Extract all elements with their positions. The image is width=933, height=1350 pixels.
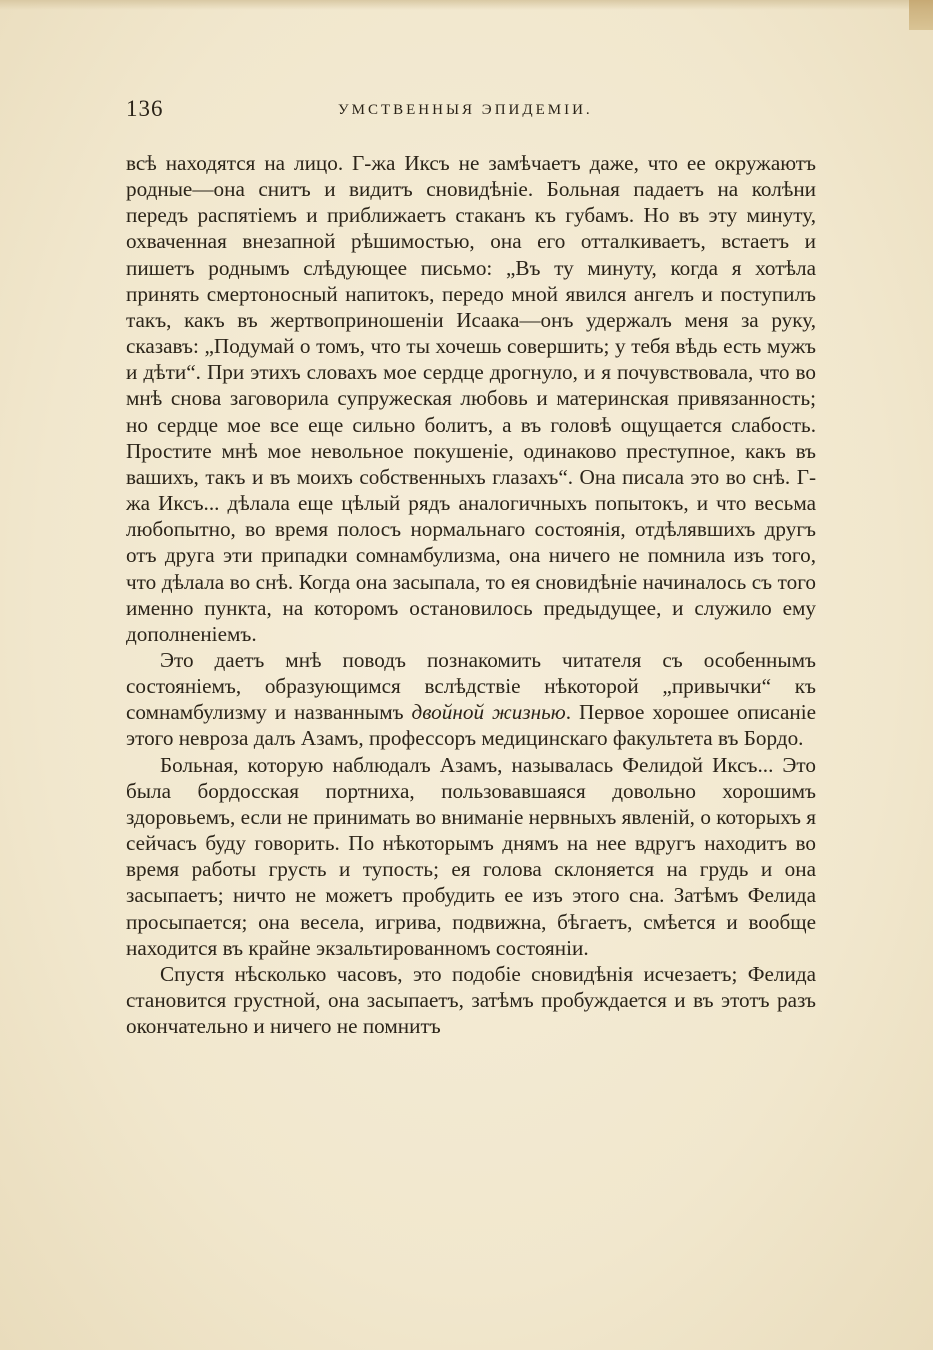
- paragraph-4: Спустя нѣсколько часовъ, это подобіе сновидѣнія исчезаетъ; Фелида становится грустной, она засыпаетъ, затѣмъ пробуждается и въ этотъ разъ окончательно и ничего не помнитъ: [126, 961, 816, 1039]
- running-title: УМСТВЕННЫЯ ЭПИДЕМІИ.: [338, 102, 593, 118]
- body-text: [126, 150, 816, 1039]
- paragraph-1: всѣ находятся на лицо. Г-жа Иксъ не замѣчаетъ даже, что ее окружаютъ родные—она снитъ и видитъ сновидѣніе. Больная падаетъ на колѣни передъ распятіемъ и приближаетъ стаканъ къ губамъ. Но въ эту минуту, охваченная внезапной рѣшимостью, она его отталкиваетъ, встаетъ и пишетъ роднымъ слѣдующее письмо: „Въ ту минуту, когда я хотѣла принять смертоносный напитокъ, передо мной явился ангелъ и поступилъ такъ, какъ въ жертвоприношеніи Исаака—онъ удержалъ меня за руку, сказавъ: „Подумай о томъ, что ты хочешь совершить; у тебя вѣдь есть мужъ и дѣти“. При этихъ словахъ мое сердце дрогнуло, и я почувствовала, что во мнѣ снова заговорила супружеская любовь и материнская привязанность; но сердце мое все еще сильно болитъ, а въ головѣ ощущается слабость. Простите мнѣ мое невольное покушеніе, одинаково преступное, какъ въ вашихъ, такъ и въ моихъ собственныхъ глазахъ“. Она писала это во снѣ. Г-жа Иксъ... дѣлала еще цѣлый рядъ аналогичныхъ попытокъ, и что весьма любопытно, во время полосъ нормальнаго состоянія, отдѣлявшихъ другъ отъ друга эти припадки сомнамбулизма, она ничего не помнила изъ того, что дѣлала во снѣ. Когда она засыпала, то ея сновидѣніе начиналось съ того именно пункта, на которомъ остановилось предыдущее, и служило ему дополненіемъ.: [126, 151, 816, 646]
- running-head: [126, 96, 816, 130]
- page-number: 136: [126, 96, 164, 121]
- page-top-edge: [0, 0, 933, 10]
- paragraph-3: Больная, которую наблюдалъ Азамъ, называлась Фелидой Иксъ... Это была бордосская портниха, пользовавшаяся довольно хорошимъ здоровьемъ, если не принимать во вниманіе нервныхъ явленій, о которыхъ я сейчасъ буду говорить. По нѣкоторымъ днямъ на нее вдругъ находитъ во время работы грусть и тупость; ея голова склоняется на грудь и она засыпаетъ; ничто не можетъ пробудить ее изъ этого сна. Затѣмъ Фелида просыпается; она весела, игрива, подвижна, бѣгаетъ, смѣется и вообще находится въ крайне экзальтированномъ состояніи.: [126, 752, 816, 960]
- paragraph-2: [126, 647, 816, 752]
- paragraph-2-text-after: . Первое хорошее описаніе этого невроза далъ Азамъ, профессоръ медицинскаго факультета въ Бордо.: [126, 700, 816, 751]
- double-life-emphasis: двойной жизнью: [411, 700, 566, 725]
- corner-tab-mark: [909, 0, 933, 30]
- paragraph-2-text-before: Это даетъ мнѣ поводъ познакомить читателя съ особеннымъ состояніемъ, образующимся вслѣдствіе нѣкоторой „привычки“ къ сомнамбулизму и названнымъ: [126, 647, 816, 725]
